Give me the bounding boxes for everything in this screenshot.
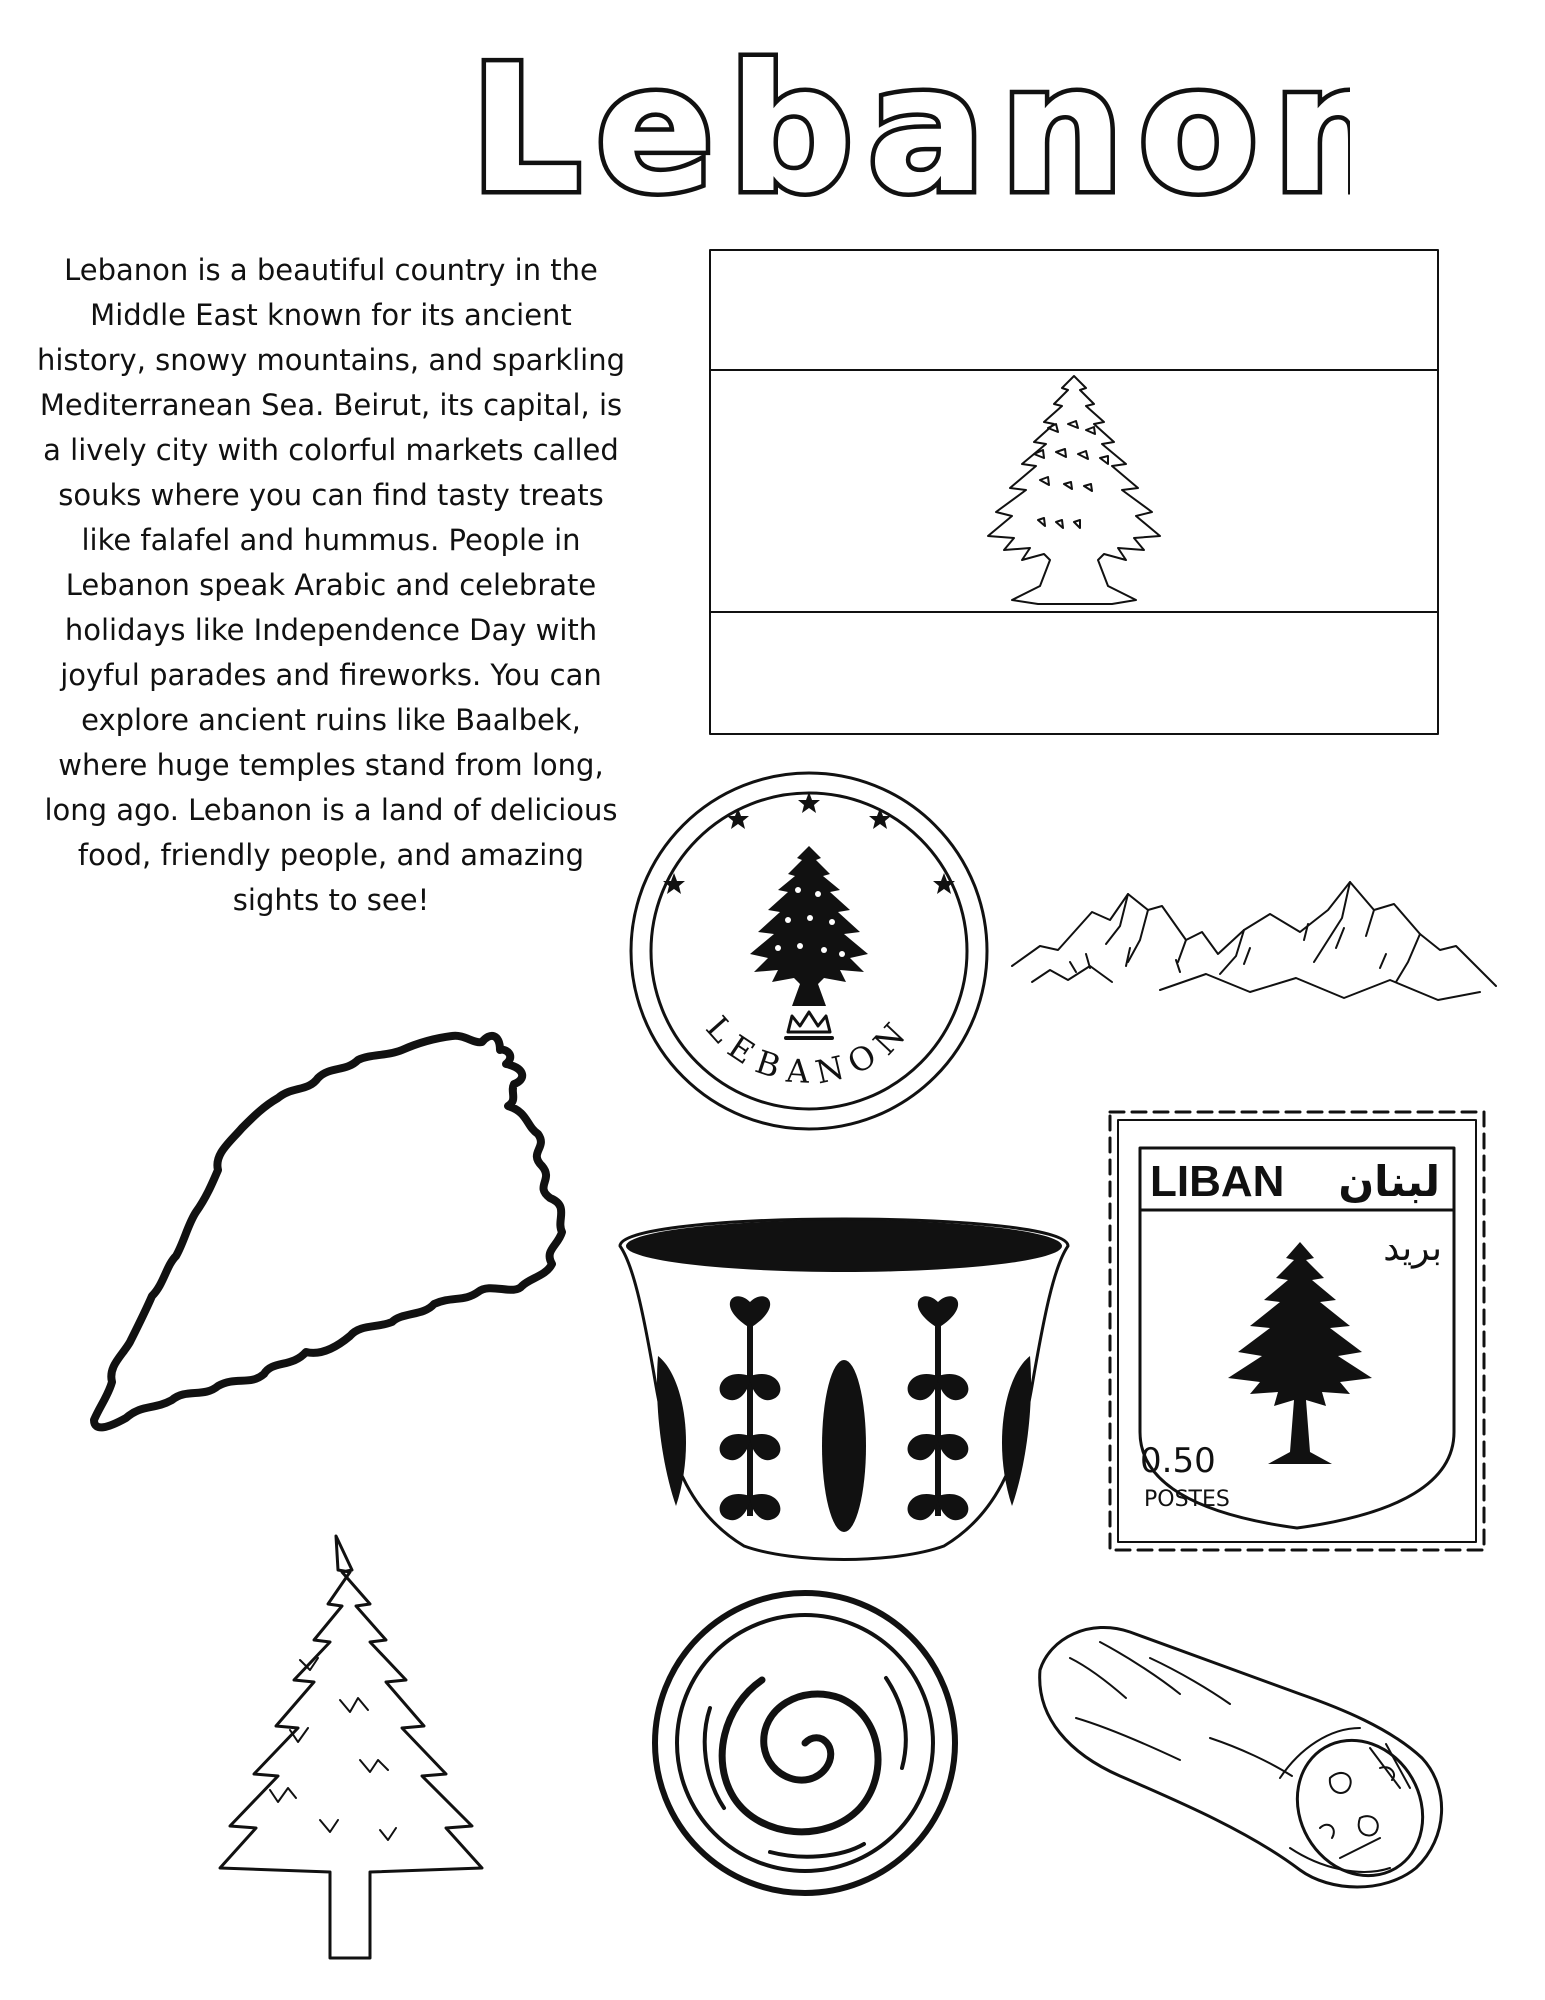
pine-tree-icon — [210, 1530, 490, 1970]
stamp-icon — [1100, 1102, 1494, 1560]
heart-vine-right — [908, 1296, 969, 1520]
stamp-post-label: بريد — [1383, 1228, 1442, 1269]
emblem-text: LEBANON — [698, 1008, 920, 1092]
stamp-latin-label: LIBAN — [1150, 1157, 1285, 1206]
emblem-icon — [628, 770, 990, 1132]
mountains-icon — [1010, 870, 1498, 1020]
flag-icon — [708, 248, 1440, 736]
map-icon — [86, 1020, 586, 1508]
cedar-icon — [988, 376, 1160, 604]
hummus-bowl-icon — [650, 1588, 960, 1898]
heart-vine-left — [720, 1296, 781, 1520]
svg-text:LEBANON — [699, 1009, 920, 1092]
stamp-arabic-label: لبنان — [1338, 1157, 1440, 1206]
shawarma-wrap-icon — [1030, 1598, 1450, 1898]
coffee-cup-icon — [614, 1206, 1074, 1566]
stamp-value: 0.50 — [1140, 1441, 1216, 1481]
description-text: Lebanon is a beautiful country in the Middle East known for its ancient history, snowy mountains, and sparkling Mediterranean Sea. Beirut, its capital, is a lively city with colorful markets called souks where you can find tasty treats like falafel and hummus. People in Lebanon speak Arabic and celebrate holidays like Independence Day with joyful parades and fireworks. You can explore ancient ruins like Baalbek, where huge temples stand from long, long ago. Lebanon is a land of delicious food, friendly people, and amazing sights to see! — [36, 253, 626, 917]
page-title — [470, 20, 1350, 220]
page-title-text: Lebanon — [470, 29, 1350, 220]
stamp-postes-label: POSTES — [1144, 1487, 1230, 1512]
